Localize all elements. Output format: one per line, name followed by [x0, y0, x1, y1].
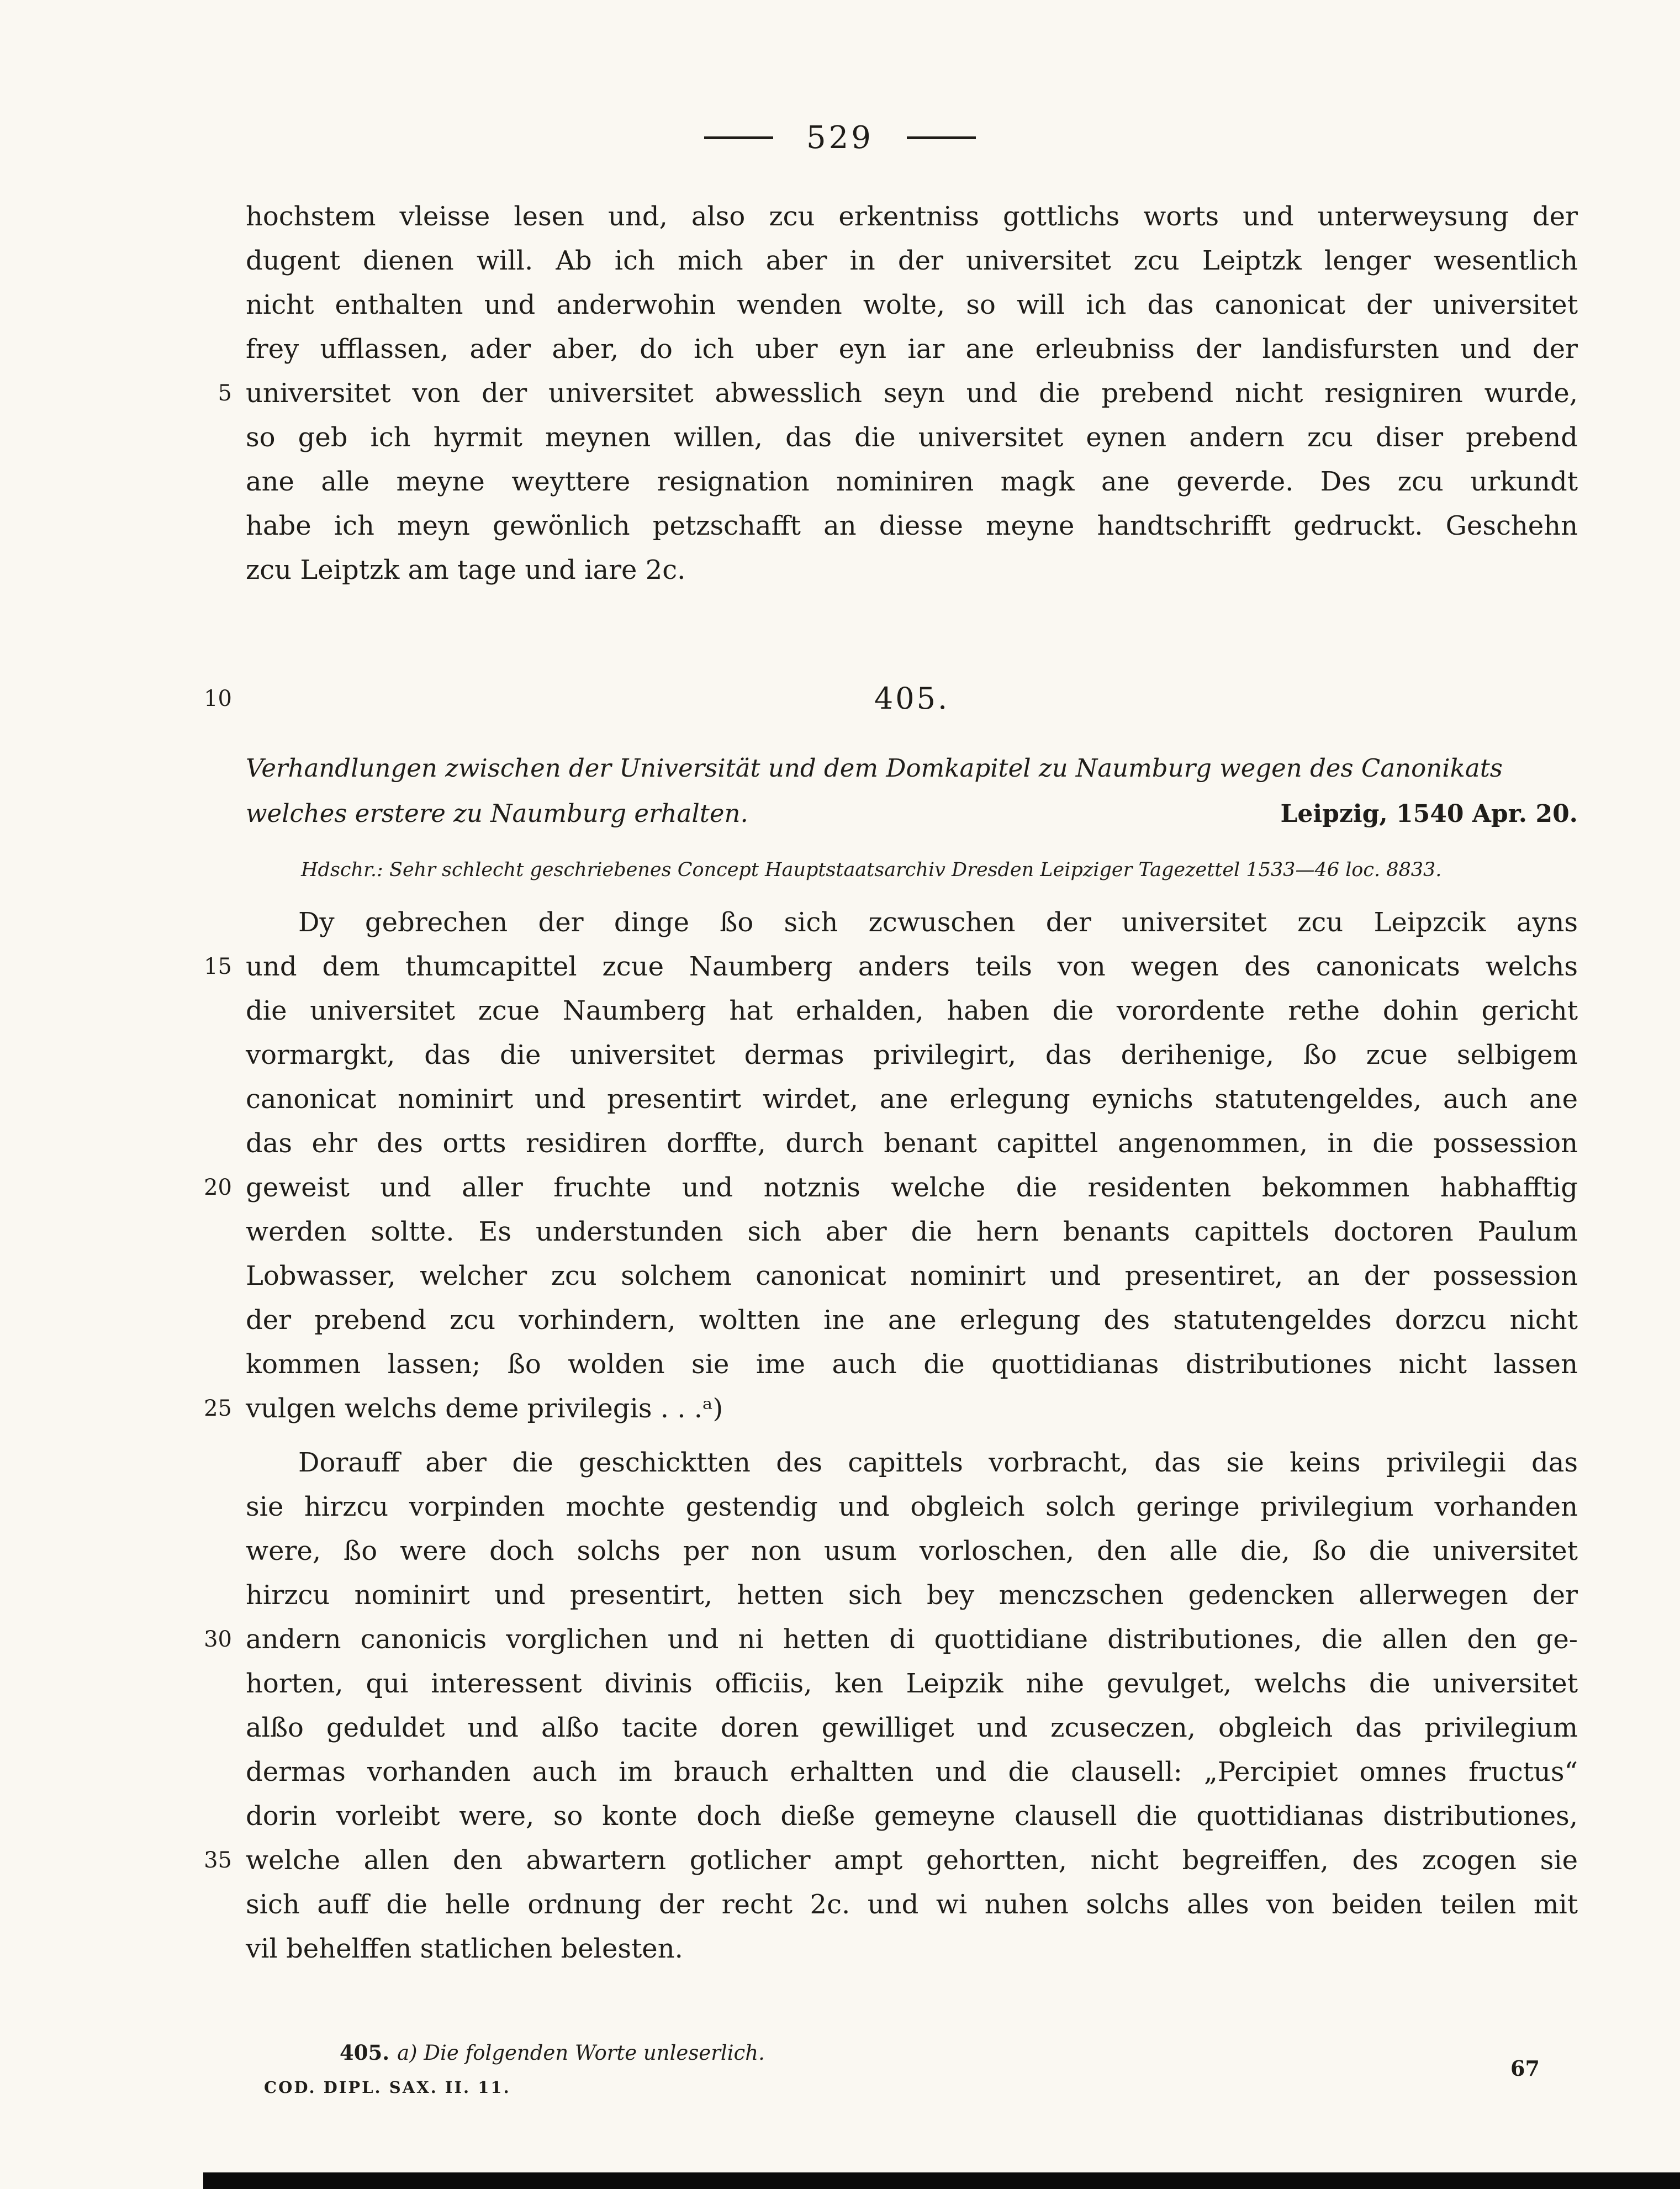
text-line: die universitet zcue Naumberg hat erhalden, haben die vorordente rethe dohin gericht [246, 995, 1578, 1026]
text-line: das ehr des ortts residiren dorffte, durch benant capittel angenommen, in die possession [246, 1128, 1578, 1159]
text-line: frey ufflassen, ader aber, do ich uber eyn iar ane erleubniss der landisfursten und der [246, 334, 1578, 365]
text-line: Dy gebrechen der dinge ßo sich zcwuschen der universitet zcu Leipzcik ayns [298, 907, 1578, 938]
text-line: Lobwasser, welcher zcu solchem canonicat nominirt und presentiret, an der possession [246, 1260, 1578, 1291]
text-line: sich auff die helle ordnung der recht 2c. und wi nuhen solchs alles von beiden teilen mit [246, 1889, 1578, 1920]
folio-number: 67 [1510, 2056, 1540, 2081]
text-line: universitet von der universitet abwesslich seyn und die prebend nicht resigniren wurde, [246, 378, 1578, 409]
text-line: zcu Leiptzk am tage und iare 2c. [246, 555, 686, 586]
text-line: geweist und aller fruchte und notznis welche die residenten bekommen habhafftig [246, 1172, 1578, 1203]
text-line: hirzcu nominirt und presentirt, hetten sich bey menczschen gedencken allerwegen der [246, 1580, 1578, 1611]
text-line: andern canonicis vorglichen und ni hetten di quottidiane distributiones, die allen den ge- [246, 1624, 1578, 1655]
text-line: vulgen welchs deme privilegis . . .ᵃ) [246, 1393, 723, 1424]
margin-line-number: 20 [204, 1175, 232, 1200]
text-line: der prebend zcu vorhindern, woltten ine ane erlegung des statutengeldes dorzcu nicht [246, 1305, 1578, 1336]
entry-number-heading: 405. [874, 681, 950, 716]
volume-imprint: COD. DIPL. SAX. II. 11. [264, 2078, 511, 2097]
text-line: dugent dienen will. Ab ich mich aber in der universitet zcu Leiptzk lenger wesentlich [246, 245, 1578, 276]
text-line: welche allen den abwartern gotlicher ampt gehortten, nicht begreiffen, des zcogen sie [246, 1845, 1578, 1876]
margin-line-number: 5 [218, 381, 232, 406]
text-line: Dorauff aber die geschicktten des capittels vorbracht, das sie keins privilegii das [298, 1447, 1578, 1478]
text-line: nicht enthalten und anderwohin wenden wolte, so will ich das canonicat der universitet [246, 289, 1578, 320]
text-line: horten, qui interessent divinis officiis, ken Leipzik nihe gevulget, welchs die universitet [246, 1668, 1578, 1699]
page-number: 529 [806, 120, 874, 156]
text-line: und dem thumcapittel zcue Naumberg anders teils von wegen des canonicats welchs [246, 951, 1578, 982]
text-line: vormargkt, das die universitet dermas privilegirt, das derihenige, ßo zcue selbigem [246, 1040, 1578, 1070]
margin-line-number: 25 [204, 1396, 232, 1421]
text-line: hochstem vleisse lesen und, also zcu erkentniss gottlichs worts und unterweysung der [246, 201, 1578, 232]
source-note: Hdschr.: Sehr schlecht geschriebenes Concept Hauptstaatsarchiv Dresden Leipziger Tagezettel 1533—46 loc. 8833. [301, 859, 1442, 881]
summary-line-2 [246, 791, 1578, 837]
text-line: kommen lassen; ßo wolden sie ime auch die quottidianas distributiones nicht lassen [246, 1349, 1578, 1380]
footnote-text: a) Die folgenden Worte unleserlich. [397, 2041, 765, 2065]
text-line: were, ßo were doch solchs per non usum vorloschen, den alle die, ßo die universitet [246, 1536, 1578, 1566]
text-line: alßo geduldet und alßo tacite doren gewilliget und zcuseczen, obgleich das privilegium [246, 1712, 1578, 1743]
margin-line-number: 35 [204, 1848, 232, 1873]
entry-paragraph-1 [246, 900, 1578, 1431]
entry-paragraph-2 [246, 1441, 1578, 1971]
header-rule-right [907, 136, 976, 139]
summary-text: welches erstere zu Naumburg erhalten. [246, 799, 748, 828]
entry-summary [246, 746, 1578, 837]
text-line: dorin vorleibt were, so konte doch dieße gemeyne clausell die quottidianas distributiones, [246, 1801, 1578, 1832]
text-line: ane alle meyne weyttere resignation nominiren magk ane geverde. Des zcu urkundt [246, 466, 1578, 497]
margin-line-number: 30 [204, 1627, 232, 1652]
footnote-ref: 405. [340, 2040, 390, 2065]
header-rule-left [704, 136, 773, 139]
scan-edge-artifact [203, 2172, 1680, 2189]
text-line: dermas vorhanden auch im brauch erhaltten und die clausell: „Percipiet omnes fructus“ [246, 1757, 1578, 1787]
text-line: sie hirzcu vorpinden mochte gestendig und obgleich solch geringe privilegium vorhanden [246, 1491, 1578, 1522]
text-line: werden soltte. Es understunden sich aber die hern benants capittels doctoren Paulum [246, 1216, 1578, 1247]
text-line: vil behelffen statlichen belesten. [246, 1933, 683, 1964]
margin-line-number: 10 [204, 686, 232, 711]
text-line: so geb ich hyrmit meynen willen, das die universitet eynen andern zcu diser prebend [246, 422, 1578, 453]
page-header [0, 116, 1680, 160]
summary-line-1: Verhandlungen zwischen der Universität und dem Domkapitel zu Naumburg wegen des Canonikats [246, 753, 1503, 783]
continuation-paragraph [246, 194, 1578, 592]
margin-line-number: 15 [204, 954, 232, 979]
footnote [340, 2037, 765, 2069]
entry-date: Leipzig, 1540 Apr. 20. [1280, 800, 1578, 828]
text-line: canonicat nominirt und presentirt wirdet, ane erlegung eynichs statutengeldes, auch ane [246, 1084, 1578, 1115]
text-line: habe ich meyn gewönlich petzschafft an diesse meyne handtschrifft gedruckt. Geschehn [246, 510, 1578, 541]
